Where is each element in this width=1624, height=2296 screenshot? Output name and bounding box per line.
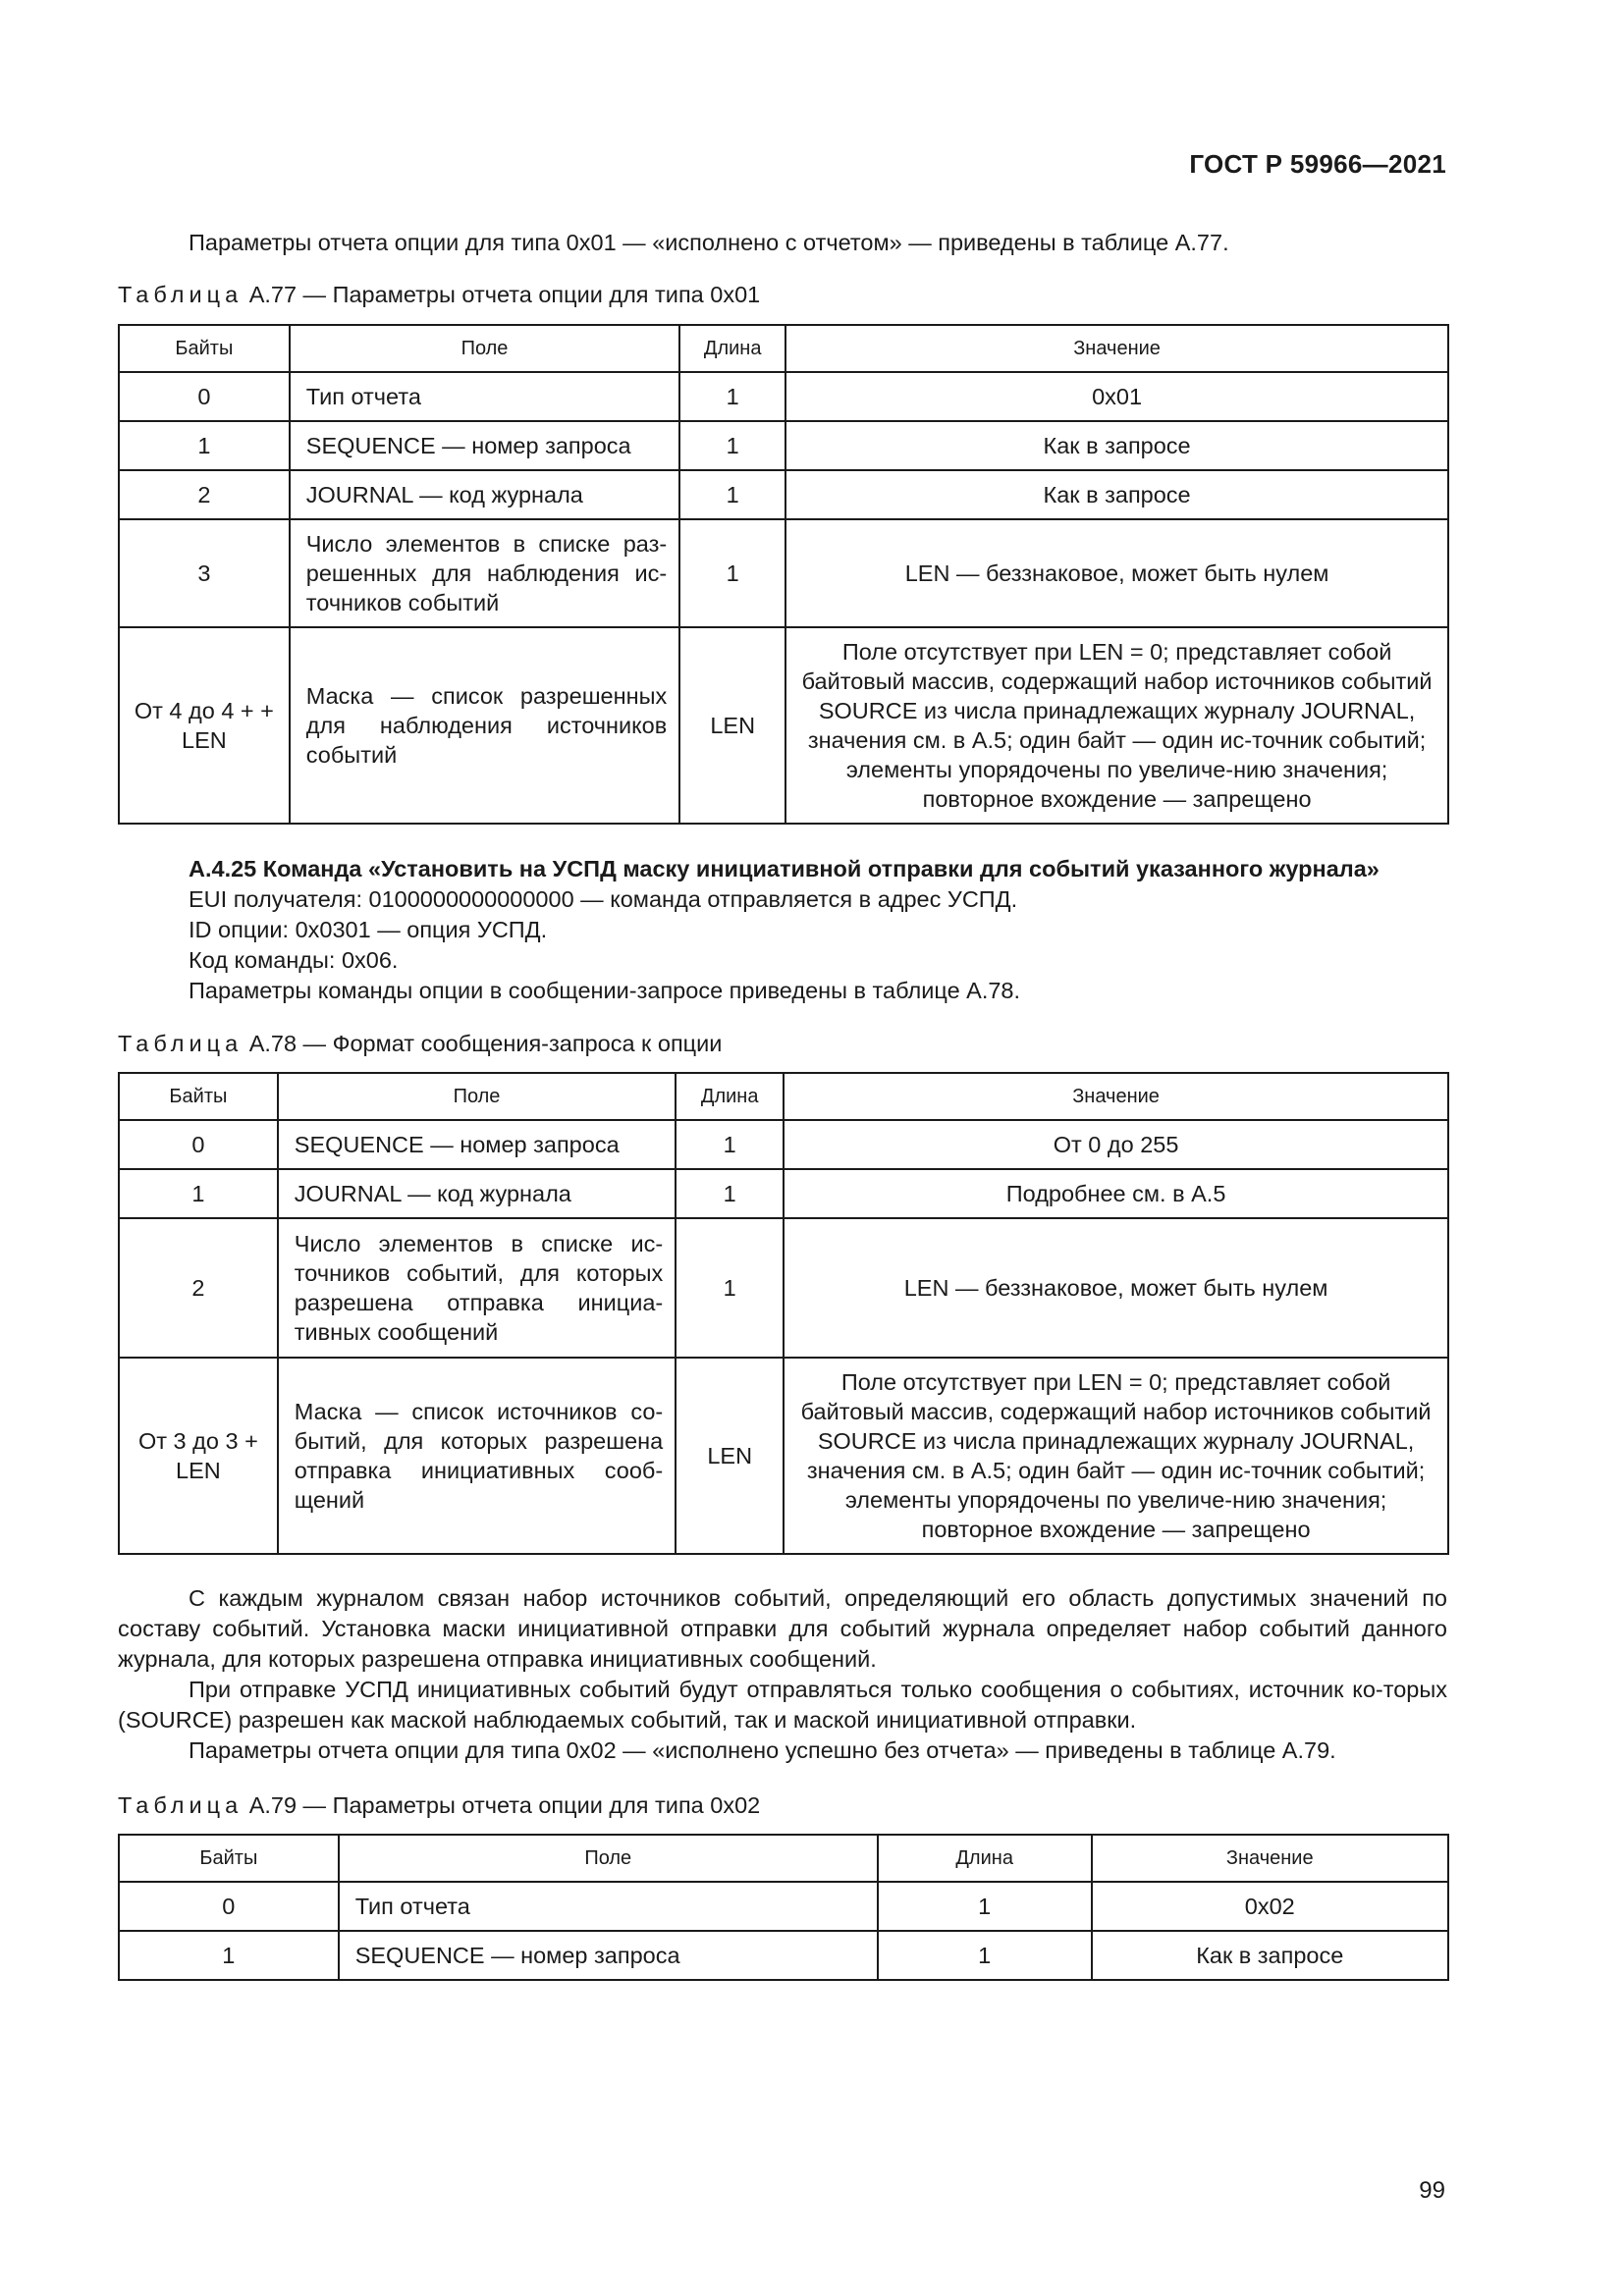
caption-prefix: Таблица	[118, 1792, 244, 1818]
header-cell: Длина	[676, 1073, 784, 1120]
table-cell: SEQUENCE — номер запроса	[290, 421, 679, 470]
table-cell: 1	[676, 1120, 784, 1169]
table-cell: 1	[679, 421, 785, 470]
body-paragraph: При отправке УСПД инициативных событий будут отправляться только сообщения о событиях, источник ко-торых (SOURCE) разрешен как маской наблюдаемых событий, так и маской инициативной отправки.	[118, 1677, 1447, 1733]
table-cell: Поле отсутствует при LEN = 0; представляет собой байтовый массив, содержащий набор источников событий SOURCE из числа принадлежащих журналу JOURNAL, значения см. в А.5; один байт — один ис-точник событий; элементы упорядочены по увеличе-нию значения; повторное вхождение — запрещено	[784, 1358, 1448, 1554]
header-cell: Длина	[679, 325, 785, 372]
table-row	[119, 1882, 1448, 1931]
table-cell: Маска — список разрешенных для наблюдения источников событий	[290, 627, 679, 824]
table-cell: 2	[119, 470, 290, 519]
body-paragraph: Параметры отчета опции для типа 0x02 — «исполнено успешно без отчета» — приведены в таблице А.79.	[189, 1737, 1336, 1763]
table-cell: 1	[119, 1169, 278, 1218]
table-cell: 1	[679, 519, 785, 627]
table-cell: 0	[119, 1882, 339, 1931]
table-cell: Как в запросе	[1092, 1931, 1448, 1980]
table-cell: Как в запросе	[785, 470, 1448, 519]
table-cell: От 3 до 3 + LEN	[119, 1358, 278, 1554]
table-a77	[118, 324, 1449, 825]
table-row	[119, 627, 1448, 824]
header-cell: Значение	[784, 1073, 1448, 1120]
table-cell: Маска — список источников со-бытий, для которых разрешена отправка инициативных сооб-щений	[278, 1358, 676, 1554]
table-header-row	[119, 1073, 1448, 1120]
caption-prefix: Таблица	[118, 1031, 244, 1056]
header-cell: Длина	[878, 1835, 1092, 1882]
table-cell: 1	[679, 372, 785, 421]
caption-text: А.79 — Параметры отчета опции для типа 0x02	[248, 1792, 761, 1818]
table-header-row	[119, 325, 1448, 372]
header-cell: Значение	[1092, 1835, 1448, 1882]
header-cell: Поле	[290, 325, 679, 372]
table-cell: LEN	[676, 1358, 784, 1554]
table-cell: LEN	[679, 627, 785, 824]
table-a78	[118, 1072, 1449, 1555]
table-a77-caption	[118, 280, 760, 310]
body-paragraph: С каждым журналом связан набор источников событий, определяющий его область допустимых значений по составу событий. Установка маски инициативной отправки для событий журнала определяет набор событий данного журнала, для которых разрешена отправка инициативных сообщений.	[118, 1585, 1447, 1672]
header-cell: Значение	[785, 325, 1448, 372]
table-cell: Тип отчета	[339, 1882, 878, 1931]
table-row	[119, 372, 1448, 421]
table-row	[119, 421, 1448, 470]
table-cell: От 0 до 255	[784, 1120, 1448, 1169]
table-cell: Тип отчета	[290, 372, 679, 421]
section-line: Параметры команды опции в сообщении-запросе приведены в таблице А.78.	[189, 978, 1021, 1003]
table-cell: 1	[878, 1882, 1092, 1931]
table-cell: SEQUENCE — номер запроса	[339, 1931, 878, 1980]
table-cell: 1	[878, 1931, 1092, 1980]
table-cell: 1	[676, 1218, 784, 1358]
table-cell: Число элементов в списке раз-решенных для наблюдения ис-точников событий	[290, 519, 679, 627]
table-cell: LEN — беззнаковое, может быть нулем	[784, 1218, 1448, 1358]
table-cell: 1	[676, 1169, 784, 1218]
table-cell: LEN — беззнаковое, может быть нулем	[785, 519, 1448, 627]
table-cell: Число элементов в списке ис-точников событий, для которых разрешена отправка инициа-тивных сообщений	[278, 1218, 676, 1358]
section-line: ID опции: 0x0301 — опция УСПД.	[189, 917, 548, 942]
table-cell: Как в запросе	[785, 421, 1448, 470]
table-cell: 0	[119, 372, 290, 421]
table-cell: 1	[679, 470, 785, 519]
table-cell: Подробнее см. в А.5	[784, 1169, 1448, 1218]
table-cell: 0x01	[785, 372, 1448, 421]
table-cell: 1	[119, 421, 290, 470]
table-cell: 0x02	[1092, 1882, 1448, 1931]
table-cell: 3	[119, 519, 290, 627]
table-cell: JOURNAL — код журнала	[278, 1169, 676, 1218]
table-row	[119, 1358, 1448, 1554]
table-cell: 2	[119, 1218, 278, 1358]
section-line: EUI получателя: 0100000000000000 — команда отправляется в адрес УСПД.	[189, 886, 1018, 912]
table-row	[119, 1120, 1448, 1169]
table-cell: 1	[119, 1931, 339, 1980]
header-cell: Поле	[339, 1835, 878, 1882]
table-cell: JOURNAL — код журнала	[290, 470, 679, 519]
table-row	[119, 1931, 1448, 1980]
table-a79-caption	[118, 1790, 760, 1821]
intro-paragraph: Параметры отчета опции для типа 0x01 — «исполнено с отчетом» — приведены в таблице А.77.	[189, 230, 1229, 255]
caption-prefix: Таблица	[118, 282, 244, 307]
table-cell: SEQUENCE — номер запроса	[278, 1120, 676, 1169]
header-cell: Поле	[278, 1073, 676, 1120]
table-row	[119, 470, 1448, 519]
table-cell: 0	[119, 1120, 278, 1169]
table-a78-caption	[118, 1029, 722, 1059]
section-line: Код команды: 0x06.	[189, 947, 399, 973]
table-row	[119, 1218, 1448, 1358]
page-number: 99	[1419, 2177, 1445, 2204]
table-cell: От 4 до 4 + + LEN	[119, 627, 290, 824]
header-cell: Байты	[119, 1073, 278, 1120]
header-cell: Байты	[119, 1835, 339, 1882]
document-id: ГОСТ Р 59966—2021	[1189, 149, 1446, 179]
table-a79	[118, 1834, 1449, 1981]
section-heading: А.4.25 Команда «Установить на УСПД маску инициативной отправки для событий указанного журнала»	[189, 856, 1380, 881]
table-header-row	[119, 1835, 1448, 1882]
table-row	[119, 1169, 1448, 1218]
caption-text: А.77 — Параметры отчета опции для типа 0x01	[248, 282, 761, 307]
caption-text: А.78 — Формат сообщения-запроса к опции	[248, 1031, 723, 1056]
header-cell: Байты	[119, 325, 290, 372]
table-row	[119, 519, 1448, 627]
table-cell: Поле отсутствует при LEN = 0; представляет собой байтовый массив, содержащий набор источников событий SOURCE из числа принадлежащих журналу JOURNAL, значения см. в А.5; один байт — один ис-точник событий; элементы упорядочены по увеличе-нию значения; повторное вхождение — запрещено	[785, 627, 1448, 824]
